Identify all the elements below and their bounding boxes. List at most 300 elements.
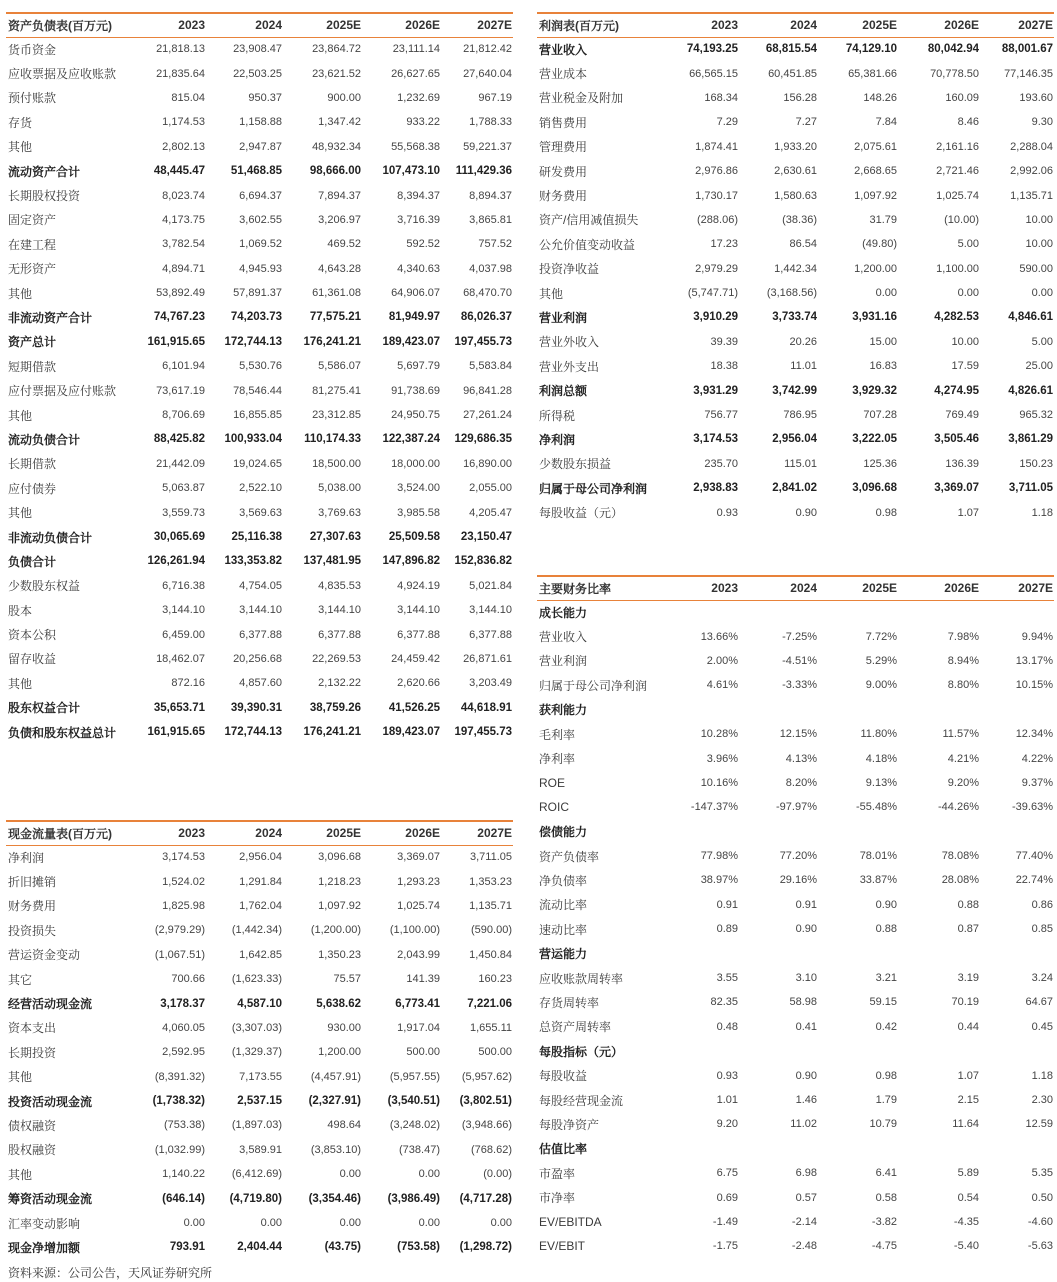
cell-value: (38.36) [782,213,817,226]
cell-value: (1,067.51) [154,948,205,961]
cell-value: 0.41 [795,1020,817,1033]
cell-value: 7.98% [947,630,979,643]
cell-value: 6,377.88 [239,628,282,641]
cell-value: 27,261.24 [463,409,512,422]
cell-value: (1,298.72) [459,1241,512,1254]
cell-value: 769.49 [945,409,979,422]
cell-value: 77.40% [1015,850,1053,863]
cell-value: 160.09 [945,91,979,104]
cell-value: 1,069.52 [239,238,282,251]
row-label: 长期借款 [8,457,57,472]
cell-value: 193.60 [1019,91,1053,104]
cell-value: 38.97% [700,874,738,887]
cell-value: 3,144.10 [239,604,282,617]
row-label: 经营活动现金流 [8,997,93,1012]
cell-value: 150.23 [1019,457,1053,470]
cell-value: 12.59 [1025,1118,1053,1131]
cell-value: (3,986.49) [387,1192,440,1205]
cell-value: 88,001.67 [1001,43,1053,56]
cell-value: 5.00 [1031,335,1053,348]
cell-value: 189,423.07 [382,726,440,739]
column-header: 2024 [206,13,283,37]
cell-value: 3.10 [795,972,817,985]
cell-value: 3.24 [1031,972,1053,985]
table-row [537,990,1054,1014]
cell-value: 3.21 [875,972,897,985]
cell-value: 10.79 [869,1118,897,1131]
table-row [6,1138,513,1162]
column-header: 2023 [671,576,739,600]
cell-value: 17.59 [951,360,979,373]
cell-value: 0.00 [418,1217,440,1230]
cell-value: 141.39 [406,973,440,986]
cell-value: -44.26% [938,801,979,814]
header-row [6,13,513,37]
row-label: 其他 [8,286,33,301]
row-label: 长期股权投资 [8,189,81,204]
cell-value: 2,620.66 [397,677,440,690]
cell-value: 12.15% [779,728,817,741]
cell-value: 1.18 [1031,1069,1053,1082]
table-row [537,1088,1054,1112]
cell-value: 592.52 [406,238,440,251]
cell-value: 68,470.70 [463,287,512,300]
cell-value: 75.57 [333,973,361,986]
cell-value: 0.57 [795,1191,817,1204]
row-label: 预付账款 [8,91,57,106]
table-row [537,257,1054,281]
cell-value: 24,459.42 [391,652,440,665]
cell-value: 18,500.00 [312,457,361,470]
cell-value: 4.21% [947,752,979,765]
row-label: 负债合计 [8,554,57,569]
table-row [537,354,1054,378]
cell-value: 148.26 [863,91,897,104]
cell-value: 1,135.71 [1010,189,1053,202]
row-label: 净负债率 [539,873,588,888]
cell-value: 1,524.02 [162,875,205,888]
table-row [6,476,513,500]
cell-value: 7.84 [875,116,897,129]
cell-value: 2,043.99 [397,948,440,961]
cell-value: 3,602.55 [239,213,282,226]
subtotal-row [6,720,513,744]
cell-value: 4,173.75 [162,213,205,226]
cell-value: 0.00 [339,1168,361,1181]
cell-value: 2,992.06 [1010,165,1053,178]
cell-value: 9.20% [947,776,979,789]
table-row [537,1063,1054,1087]
cell-value: 0.48 [716,1020,738,1033]
cell-value: 1,350.23 [318,948,361,961]
row-label: 投资活动现金流 [8,1094,93,1109]
cell-value: 5.00 [957,238,979,251]
cell-value: 4,826.61 [1008,384,1053,397]
income-statement-grid [537,12,1054,525]
cell-value [980,1137,1054,1161]
row-label: 所得税 [539,408,576,423]
cell-value: -3.82 [871,1215,897,1228]
cell-value: 8.20% [785,776,817,789]
row-label: 估值比率 [539,1142,588,1157]
cell-value [818,1039,898,1063]
cell-value: 6,716.38 [162,579,205,592]
cell-value: 707.28 [863,409,897,422]
row-label: 流动资产合计 [8,164,81,179]
cell-value [671,1039,739,1063]
cell-value: 147,896.82 [382,555,440,568]
cell-value: (4,719.80) [229,1192,282,1205]
header-row [537,13,1054,37]
table-row [537,452,1054,476]
table-row [537,1112,1054,1136]
cell-value: 1,025.74 [397,899,440,912]
cell-value [980,941,1054,965]
column-header: 2025E [283,821,362,845]
cell-value: (1,100.00) [389,924,440,937]
subtotal-row [537,378,1054,402]
cell-value: 5,638.62 [316,997,361,1010]
cell-value: 2,132.22 [318,677,361,690]
cell-value: 73,617.19 [156,384,205,397]
cell-value: 0.42 [875,1020,897,1033]
cell-value: 125.36 [863,457,897,470]
column-header: 2025E [283,13,362,37]
table-row [537,208,1054,232]
cell-value [898,698,980,722]
cell-value: 3,931.29 [693,384,738,397]
row-label: 营业收入 [539,630,588,645]
cell-value: (3,354.46) [308,1192,361,1205]
subtotal-row [537,305,1054,329]
cell-value: 0.00 [183,1217,205,1230]
cell-value: (1,442.34) [231,924,282,937]
cell-value: 3,174.53 [693,433,738,446]
cell-value: (1,329.37) [231,1046,282,1059]
cell-value: 1,158.88 [239,116,282,129]
cell-value: 786.95 [783,409,817,422]
cell-value: 23,312.85 [312,409,361,422]
cell-value: 1,218.23 [318,875,361,888]
cell-value: 1,655.11 [469,1021,512,1034]
cell-value: 4,835.53 [318,579,361,592]
cell-value [898,820,980,844]
cell-value [898,941,980,965]
column-header: 2024 [206,821,283,845]
cell-value: -4.75 [871,1240,897,1253]
cell-value: 0.85 [1031,923,1053,936]
cell-value: 0.54 [957,1191,979,1204]
cell-value: 3,782.54 [162,238,205,251]
cell-value: 950.37 [248,91,282,104]
cell-value [671,941,739,965]
cell-value: 53,892.49 [156,287,205,300]
cell-value: 0.89 [716,923,738,936]
cell-value [980,600,1054,624]
cell-value: 0.00 [1031,287,1053,300]
cell-value: (5,747.71) [687,287,738,300]
cell-value: (768.62) [471,1143,512,1156]
row-label: 股本 [8,603,33,618]
cell-value: 31.79 [869,213,897,226]
cell-value: (1,623.33) [231,973,282,986]
cell-value: (6,412.69) [231,1168,282,1181]
cell-value: 1,347.42 [318,116,361,129]
cell-value: 2,522.10 [239,482,282,495]
cell-value: (3,168.56) [766,287,817,300]
cell-value: 27,307.63 [309,531,361,543]
cell-value: 0.00 [957,287,979,300]
cell-value: 2.30 [1031,1094,1053,1106]
cell-value: 3,733.74 [772,311,817,324]
table-row [6,61,513,85]
cell-value: 161,915.65 [147,726,205,739]
cell-value: 3,769.63 [318,506,361,519]
cash-flow-grid [6,820,513,1260]
table-row [6,918,513,942]
cell-value: (753.58) [397,1241,440,1254]
balance-sheet-table [6,12,513,744]
cell-value: 0.88 [875,923,897,936]
ratios-grid [537,575,1054,1259]
table-row [6,135,513,159]
table-row [537,183,1054,207]
cell-value: 80,042.94 [927,43,979,56]
cell-value: 16,855.85 [233,409,282,422]
row-label: 其他 [539,286,564,301]
cell-value: 74,767.23 [153,311,205,324]
cell-value: 498.64 [327,1119,361,1132]
cell-value: 8,894.37 [469,189,512,202]
table-row [6,967,513,991]
cell-value: 2,802.13 [162,140,205,153]
cell-value: 5,021.84 [469,579,512,592]
cell-value: 133,353.82 [224,555,282,568]
cell-value: 1.18 [1031,506,1053,519]
row-label: 其他 [8,140,33,155]
table-row [6,500,513,524]
cell-value: -3.33% [782,679,817,692]
cell-value: 11.02 [790,1118,817,1131]
cell-value: 1,874.41 [695,140,738,153]
cell-value: 3,206.97 [318,213,361,226]
cell-value: 3,711.05 [469,851,512,864]
cell-value: 2,630.61 [774,165,817,178]
cell-value: 88,425.82 [153,433,205,446]
cell-value: 160.23 [478,973,512,986]
row-label: 营业外支出 [539,359,600,374]
cell-value: 2,537.15 [237,1095,282,1108]
cell-value: 11.57% [942,728,979,741]
table-row [6,845,513,869]
cell-value: 152,836.82 [454,555,512,568]
row-label: ROE [539,775,566,790]
cell-value: 4,587.10 [237,997,282,1010]
cell-value: (4,717.28) [459,1192,512,1205]
table-row [6,37,513,61]
subtotal-row [6,159,513,183]
cell-value: 1,730.17 [695,189,738,202]
subtotal-row [6,1235,513,1259]
table-row [537,232,1054,256]
table-row [537,110,1054,134]
row-label: 其他 [8,408,33,423]
cell-value: 168.34 [704,91,738,104]
cell-value: 86,026.37 [460,311,512,324]
cell-value: 107,473.10 [382,165,440,178]
row-label: 短期借款 [8,359,57,374]
cell-value: 21,442.09 [156,457,205,470]
cell-value: 33.87% [859,874,897,887]
cell-value: 39.39 [710,335,738,348]
header-row [6,821,513,845]
row-label: 长期投资 [8,1045,57,1060]
table-row [537,281,1054,305]
cell-value: 172,744.13 [224,726,282,739]
row-label: 投资损失 [8,923,57,938]
cell-value: 4,274.95 [934,384,979,397]
cell-value: 11.80% [860,728,897,741]
cell-value: 3,222.05 [852,433,897,446]
cell-value: 9.20 [716,1118,738,1131]
cell-value: 1.07 [957,506,979,519]
cell-value: 0.98 [875,1069,897,1082]
cell-value: 7.29 [716,116,738,129]
cell-value: 57,891.37 [233,287,282,300]
cell-value: 3,096.68 [852,482,897,495]
cell-value: 98,666.00 [309,165,361,178]
table-row [537,649,1054,673]
row-label: 汇率变动影响 [8,1216,81,1231]
row-label: 其他 [8,506,33,521]
row-label: 在建工程 [8,237,57,252]
cell-value: (49.80) [862,238,897,251]
cell-value: 78.08% [941,850,979,863]
row-label: 公允价值变动收益 [539,237,636,252]
cell-value [739,600,818,624]
subtotal-row [6,991,513,1015]
cell-value: 1,140.22 [162,1168,205,1181]
cell-value: -39.63% [1012,801,1053,814]
cell-value: 3,985.58 [397,506,440,519]
cell-value: (1,897.03) [231,1119,282,1132]
cell-value: 7,173.55 [239,1070,282,1083]
cell-value: 2,668.65 [854,165,897,178]
cell-value: 6,377.88 [397,628,440,641]
row-label: 资本公积 [8,628,57,643]
cell-value: (753.38) [164,1119,205,1132]
cell-value: 176,241.21 [303,335,361,348]
cell-value: 122,387.24 [382,433,440,446]
cell-value: 7,221.06 [467,997,512,1010]
cell-value: 0.44 [957,1020,979,1033]
cell-value: (0.00) [483,1168,512,1181]
cell-value: 13.66% [700,630,738,643]
cell-value: 8,023.74 [162,189,205,202]
row-label: 非流动负债合计 [8,530,93,545]
section-row [537,1039,1054,1063]
row-label: 其它 [8,972,33,987]
cell-value: 1,174.53 [162,116,205,129]
row-label: EV/EBITDA [539,1214,602,1229]
cell-value: 0.90 [875,898,897,911]
cell-value: 0.87 [957,923,979,936]
cell-value: 77,146.35 [1004,67,1053,80]
cell-value: 70,778.50 [930,67,979,80]
cell-value: 3,096.68 [318,851,361,864]
cell-value: 111,429.36 [455,165,512,178]
cell-value: 8.94% [947,654,979,667]
cell-value: 59,221.37 [463,140,512,153]
cell-value: 26,871.61 [463,652,512,665]
cell-value: -5.63 [1027,1240,1053,1253]
cell-value: 21,835.64 [156,67,205,80]
cell-value: 5,586.07 [318,360,361,373]
table-row [537,135,1054,159]
cell-value: 5,697.79 [397,360,440,373]
cell-value: 23,150.47 [460,531,512,543]
cell-value: 110,174.33 [304,433,361,446]
cell-value: (4,457.91) [310,1070,361,1083]
cell-value: (3,248.02) [389,1119,440,1132]
cell-value: 23,908.47 [233,43,282,56]
cell-value: 81,949.97 [388,311,440,324]
cell-value: 0.00 [260,1217,282,1230]
table-row [537,966,1054,990]
cell-value: 4,643.28 [318,262,361,275]
cell-value: 58.98 [789,996,817,1009]
cell-value: 4,754.05 [239,579,282,592]
row-label: 营业利润 [539,654,588,669]
table-row [6,894,513,918]
cell-value: 4,846.61 [1008,311,1053,324]
cell-value: (646.14) [162,1192,205,1205]
column-header: 2026E [362,13,441,37]
row-label: 净利润 [539,432,576,447]
cell-value: 74,203.73 [230,311,282,324]
cell-value: -55.48% [856,801,897,814]
cell-value: 10.00 [1025,238,1053,251]
row-label: 少数股东损益 [539,457,612,472]
row-label: 净利率 [539,752,576,767]
table-row [6,281,513,305]
table-row [6,452,513,476]
cell-value: 793.91 [169,1241,205,1254]
cell-value: 70.19 [951,996,979,1009]
column-header: 2023 [671,13,739,37]
cell-value: 6.98 [795,1167,817,1180]
cell-value: 2.00% [706,654,738,667]
cell-value: 1,825.98 [162,899,205,912]
cell-value: 48,445.47 [153,165,205,178]
cell-value: 10.16% [700,776,738,789]
cell-value: 21,812.42 [463,43,512,56]
cell-value: 4,060.05 [162,1021,205,1034]
cell-value: 39,390.31 [230,701,282,714]
cell-value: 11.64 [952,1118,979,1131]
cell-value: 3,144.10 [397,604,440,617]
cell-value: (10.00) [944,213,979,226]
cell-value: 4.18% [865,752,897,765]
cell-value: 29.16% [779,874,817,887]
cell-value: 5.89 [957,1167,979,1180]
table-row [6,574,513,598]
row-label: 归属于母公司净利润 [539,481,648,496]
cell-value: -147.37% [690,801,738,814]
cell-value: -1.75 [712,1240,738,1253]
cell-value: 22,269.53 [312,652,361,665]
cash-flow-table [6,820,513,1260]
